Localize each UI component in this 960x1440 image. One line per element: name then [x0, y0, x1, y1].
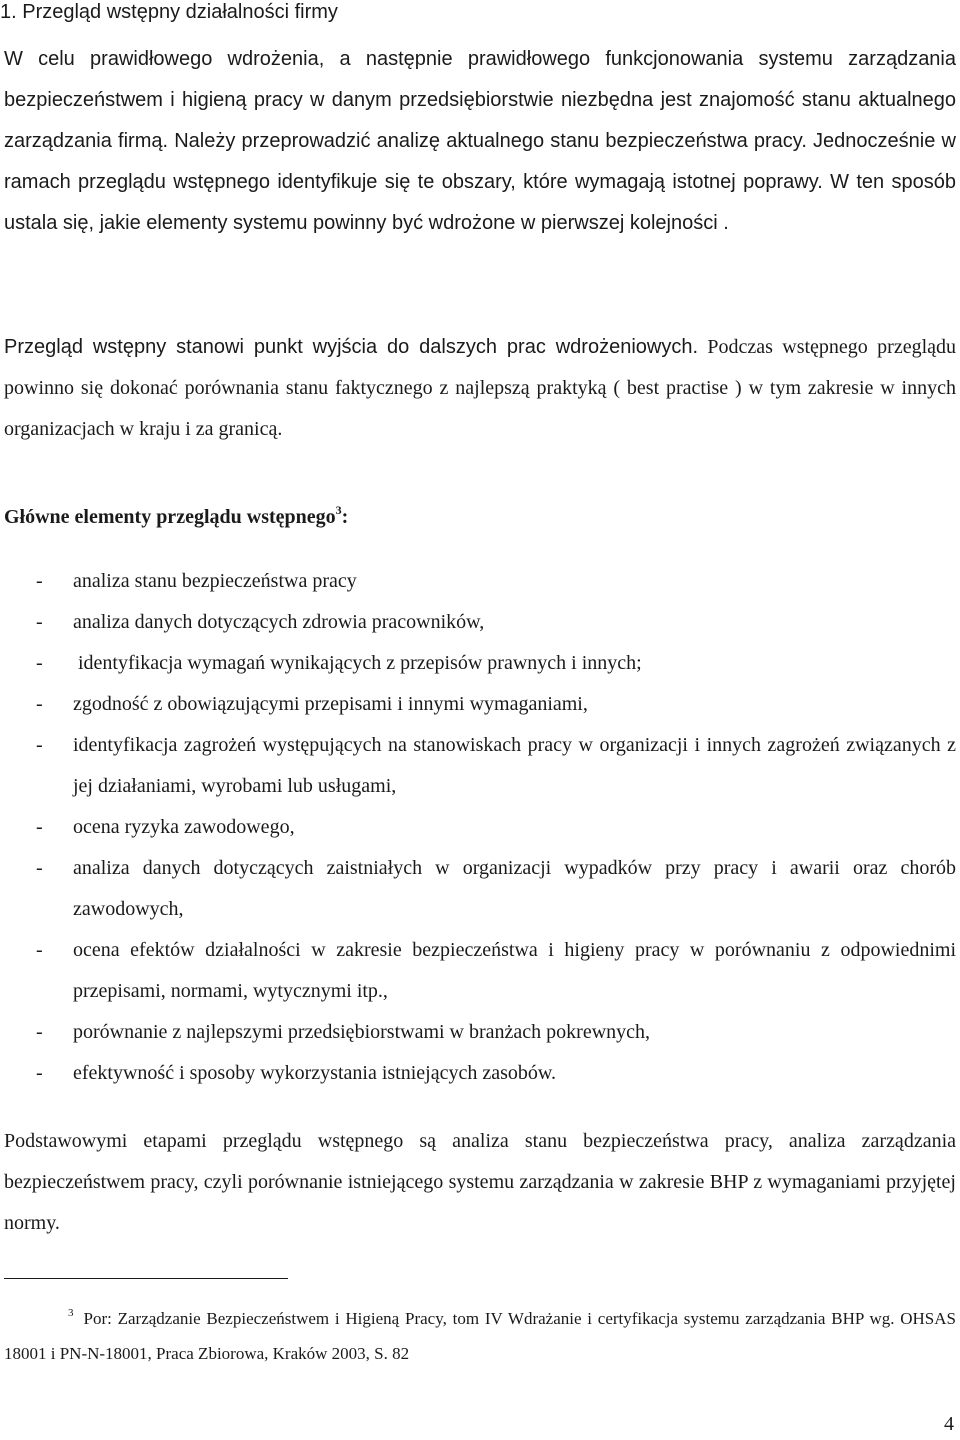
list-heading-suffix: :	[341, 506, 349, 528]
list-item-text: analiza danych dotyczących zaistniałych w organizacji wypadków przy pracy i awarii oraz chorób zawodowych,	[73, 857, 956, 920]
list-dash: -	[36, 734, 43, 756]
list-item	[0, 930, 960, 1012]
footnote	[4, 1296, 956, 1371]
list-dash: -	[36, 1062, 43, 1084]
list-item	[0, 1012, 960, 1053]
list-item-text: efektywność i sposoby wykorzystania istniejących zasobów.	[73, 1062, 557, 1084]
list-item	[0, 684, 960, 725]
list-dash: -	[36, 611, 43, 633]
list-item	[0, 561, 960, 602]
list-item-text: analiza danych dotyczących zdrowia pracowników,	[73, 611, 485, 633]
footnote-number: 3	[68, 1307, 74, 1319]
list-item-text: identyfikacja zagrożeń występujących na stanowiskach pracy w organizacji i innych zagrożeń związanych z jej działaniami, wyrobami lub usługami,	[73, 734, 956, 797]
section-title: 1. Przegląd wstępny działalności firmy	[0, 1, 338, 23]
paragraph-intro: W celu prawidłowego wdrożenia, a następnie prawidłowego funkcjonowania systemu zarządzania bezpieczeństwem i higieną pracy w danym przedsiębiorstwie niezbędna jest znajomość stanu aktualnego zarządzania firmą. Należy przeprowadzić analizę aktualnego stanu bezpieczeństwa pracy. Jednocześnie w ramach przeglądu wstępnego identyfikuje się te obszary, które wymagają istotnej poprawy. W ten sposób ustala się, jakie elementy systemu powinny być wdrożone w pierwszej kolejności .	[4, 48, 956, 234]
list-item-text: porównanie z najlepszymi przedsiębiorstwami w branżach pokrewnych,	[73, 1021, 651, 1043]
list-item	[0, 848, 960, 930]
paragraph-main-stages: Podstawowymi etapami przeglądu wstępnego są analiza stanu bezpieczeństwa pracy, analiza zarządzania bezpieczeństwem pracy, czyli porównanie istniejącego systemu zarządzania w zakresie BHP z wymaganiami przyjętej normy.	[4, 1130, 956, 1234]
footnote-text: Por: Zarządzanie Bezpieczeństwem i Higieną Pracy, tom IV Wdrażanie i certyfikacja systemu zarządzania BHP wg. OHSAS 18001 i PN-N-18001, Praca Zbiorowa, Kraków 2003, S. 82	[4, 1309, 956, 1363]
paragraph-review-purpose-serif: przeglądu powinno się dokonać porównania stanu faktycznego z najlepszą praktyką ( best practise ) w tym zakresie w innych organizacjach w kraju i za granicą.	[4, 336, 957, 440]
list-item-text: ocena efektów działalności w zakresie bezpieczeństwa i higieny pracy w porównaniu z odpowiednimi przepisami, normami, wytycznymi itp.,	[73, 939, 956, 1002]
footnote-reference: 3	[335, 503, 342, 517]
list-dash: -	[36, 939, 43, 961]
list-item-text: ocena ryzyka zawodowego,	[73, 816, 295, 838]
list-item	[0, 725, 960, 807]
list-item-text: identyfikacja wymagań wynikających z przepisów prawnych i innych;	[73, 652, 642, 674]
list-dash: -	[36, 816, 43, 838]
list-item-text: analiza stanu bezpieczeństwa pracy	[73, 570, 357, 592]
list-item	[0, 807, 960, 848]
list-item-text: zgodność z obowiązującymi przepisami i innymi wymaganiami,	[73, 693, 588, 715]
footnote-separator	[4, 1278, 288, 1279]
review-elements-list	[0, 561, 960, 1094]
paragraph-review-purpose	[4, 327, 956, 450]
list-dash: -	[36, 1021, 43, 1043]
list-dash: -	[36, 652, 43, 674]
list-item	[0, 602, 960, 643]
list-heading-text: Główne elementy przeglądu wstępnego	[4, 506, 336, 528]
paragraph-review-purpose-sans: Przegląd wstępny stanowi punkt wyjścia do dalszych prac wdrożeniowych.	[4, 336, 699, 358]
list-dash: -	[36, 857, 43, 879]
page-number: 4	[944, 1413, 954, 1435]
list-item	[0, 1053, 960, 1094]
list-item	[0, 643, 960, 684]
paragraph-review-purpose-serif-lead: Podczas wstępnego	[707, 336, 868, 358]
list-heading	[4, 496, 348, 531]
list-dash: -	[36, 570, 43, 592]
list-dash: -	[36, 693, 43, 715]
